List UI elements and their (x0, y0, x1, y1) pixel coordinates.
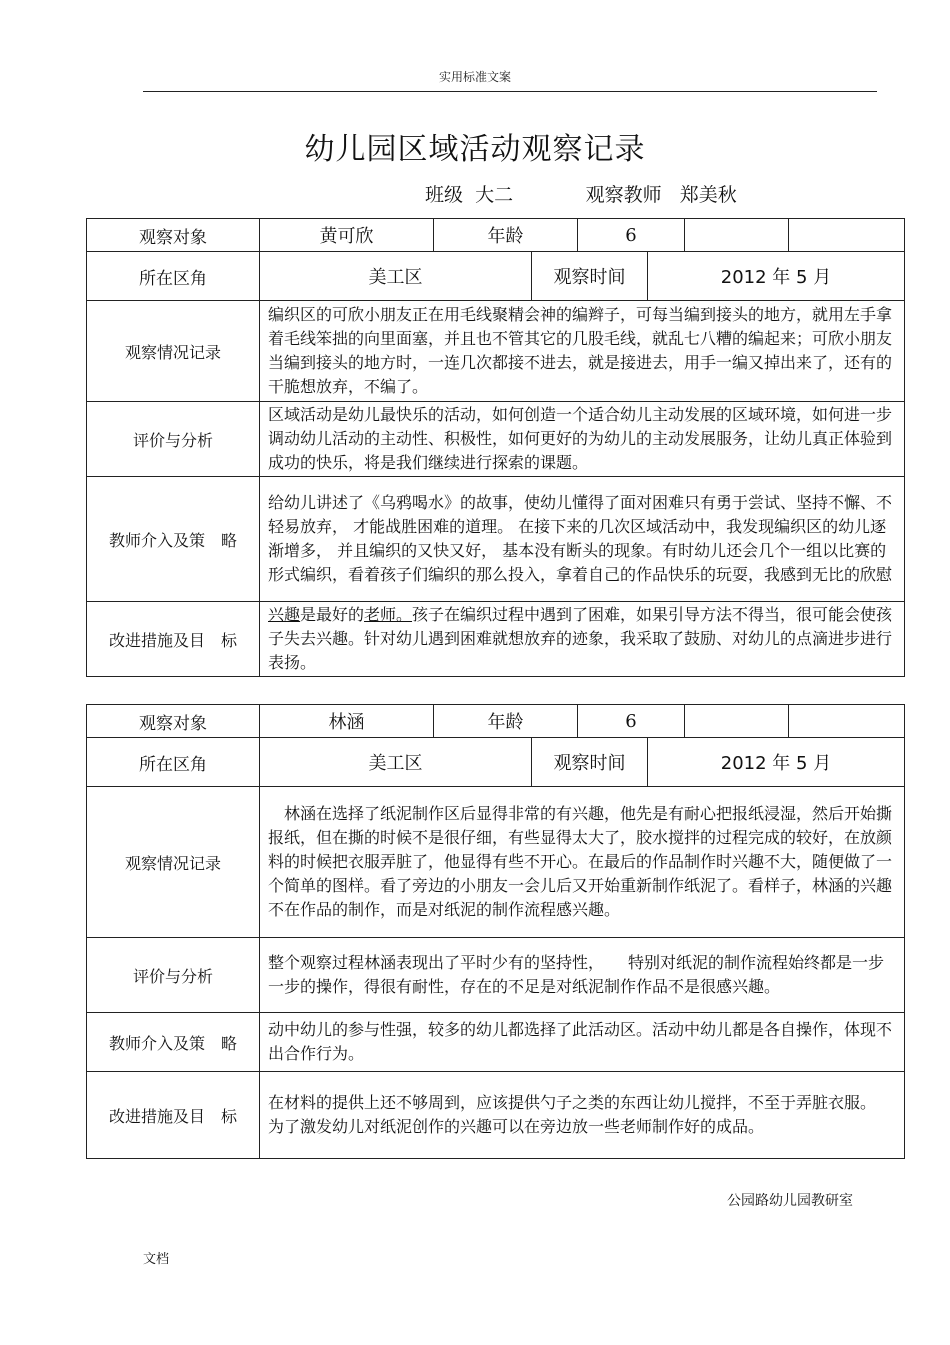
footer-org: 公园路幼儿园教研室 (727, 1193, 853, 1209)
underlined-text: 老师。 (364, 605, 413, 624)
subject-label: 观察对象 (87, 705, 260, 738)
area-value: 美工区 (260, 738, 532, 787)
header-rule (143, 91, 877, 92)
evaluation-label: 评价与分析 (87, 402, 260, 477)
empty-cell (685, 705, 789, 738)
record-table-1 (86, 218, 905, 677)
observation-text: 编织区的可欣小朋友正在用毛线聚精会神的编辫子，可每当编到接头的地方，就用左手拿着毛线笨拙的向里面塞，并且也不管其它的几股毛线，就乱七八糟的编起来；可欣小朋友当编到接头的地方时，一连几次都接不进去，就是接进去，用手一编又掉出来了，还有的干脆想放弃，不编了。 (260, 301, 905, 402)
teacher-label: 观察教师 (585, 184, 662, 206)
evaluation-text: 区域活动是幼儿最快乐的活动，如何创造一个适合幼儿主动发展的区域环境，如何进一步调动幼儿活动的主动性、积极性，如何更好的为幼儿的主动发展服务，让幼儿真正体验到成功的快乐，将是我们继续进行探索的课题。 (260, 402, 905, 477)
class-label: 班级 (425, 184, 464, 206)
age-value: 6 (578, 219, 685, 252)
subject-name: 林涵 (260, 705, 434, 738)
improvement-text-part: 孩子在编织过程中遇到了困难，如果引导方法不得当，很可能会使孩子失去兴趣。针对幼儿遇到困难就想放弃的迹象，我采取了鼓励、对幼儿的点滴进步进行表扬。 (268, 605, 893, 672)
intervention-label: 教师介入及策 略 (87, 477, 260, 602)
area-label: 所在区角 (87, 252, 260, 301)
observation-label: 观察情况记录 (87, 301, 260, 402)
meta-line (425, 180, 737, 207)
header-label: 实用标准文案 (438, 70, 511, 84)
class-value: 大二 (475, 184, 514, 206)
intervention-label: 教师介入及策 略 (87, 1013, 260, 1072)
improvement-text (260, 602, 905, 677)
age-label: 年龄 (434, 705, 578, 738)
subject-label: 观察对象 (87, 219, 260, 252)
teacher-value: 郑美秋 (679, 184, 737, 206)
time-label: 观察时间 (532, 738, 648, 787)
evaluation-text: 整个观察过程林涵表现出了平时少有的坚持性， 特别对纸泥的制作流程始终都是一步一步的操作，得很有耐性，存在的不足是对纸泥制作作品不是很感兴趣。 (260, 938, 905, 1013)
intervention-text: 给幼儿讲述了《乌鸦喝水》的故事，使幼儿懂得了面对困难只有勇于尝试、坚持不懈、不轻易放弃， 才能战胜困难的道理。 在接下来的几次区域活动中，我发现编织区的幼儿逐渐增多， 并且编织的又快又好， 基本没有断头的现象。有时幼儿还会几个一组以比赛的形式编织，看着孩子们编织的那么投入，拿着自己的作品快乐的玩耍，我感到无比的欣慰 (260, 477, 905, 602)
evaluation-label: 评价与分析 (87, 938, 260, 1013)
page-title: 幼儿园区域活动观察记录 (304, 132, 646, 167)
subject-name: 黄可欣 (260, 219, 434, 252)
improvement-label: 改进措施及目 标 (87, 1072, 260, 1159)
intervention-text: 动中幼儿的参与性强，较多的幼儿都选择了此活动区。活动中幼儿都是各自操作，体现不出合作行为。 (260, 1013, 905, 1072)
improvement-text-part: 是最好的 (300, 605, 365, 624)
observation-label: 观察情况记录 (87, 787, 260, 938)
improvement-label: 改进措施及目 标 (87, 602, 260, 677)
area-label: 所在区角 (87, 738, 260, 787)
observation-text: 林涵在选择了纸泥制作区后显得非常的有兴趣，他先是有耐心把报纸浸湿，然后开始撕报纸，但在撕的时候不是很仔细，有些显得太大了，胶水搅拌的过程完成的较好，在放颜料的时候把衣服弄脏了，他显得有些不开心。在最后的作品制作时兴趣不大，随便做了一个简单的图样。看了旁边的小朋友一会儿后又开始重新制作纸泥了。看样子，林涵的兴趣不在作品的制作，而是对纸泥的制作流程感兴趣。 (260, 787, 905, 938)
empty-cell (685, 219, 789, 252)
age-value: 6 (578, 705, 685, 738)
empty-cell (789, 219, 905, 252)
time-value: 2012 年 5 月 (648, 738, 905, 787)
time-label: 观察时间 (532, 252, 648, 301)
empty-cell (789, 705, 905, 738)
time-value: 2012 年 5 月 (648, 252, 905, 301)
area-value: 美工区 (260, 252, 532, 301)
improvement-text: 在材料的提供上还不够周到，应该提供勺子之类的东西让幼儿搅拌，不至于弄脏衣服。 为了激发幼儿对纸泥创作的兴趣可以在旁边放一些老师制作好的成品。 (260, 1072, 905, 1159)
footer-doc: 文档 (143, 1252, 170, 1267)
record-table-2 (86, 704, 905, 1159)
age-label: 年龄 (434, 219, 578, 252)
underlined-text: 兴趣 (268, 605, 301, 624)
